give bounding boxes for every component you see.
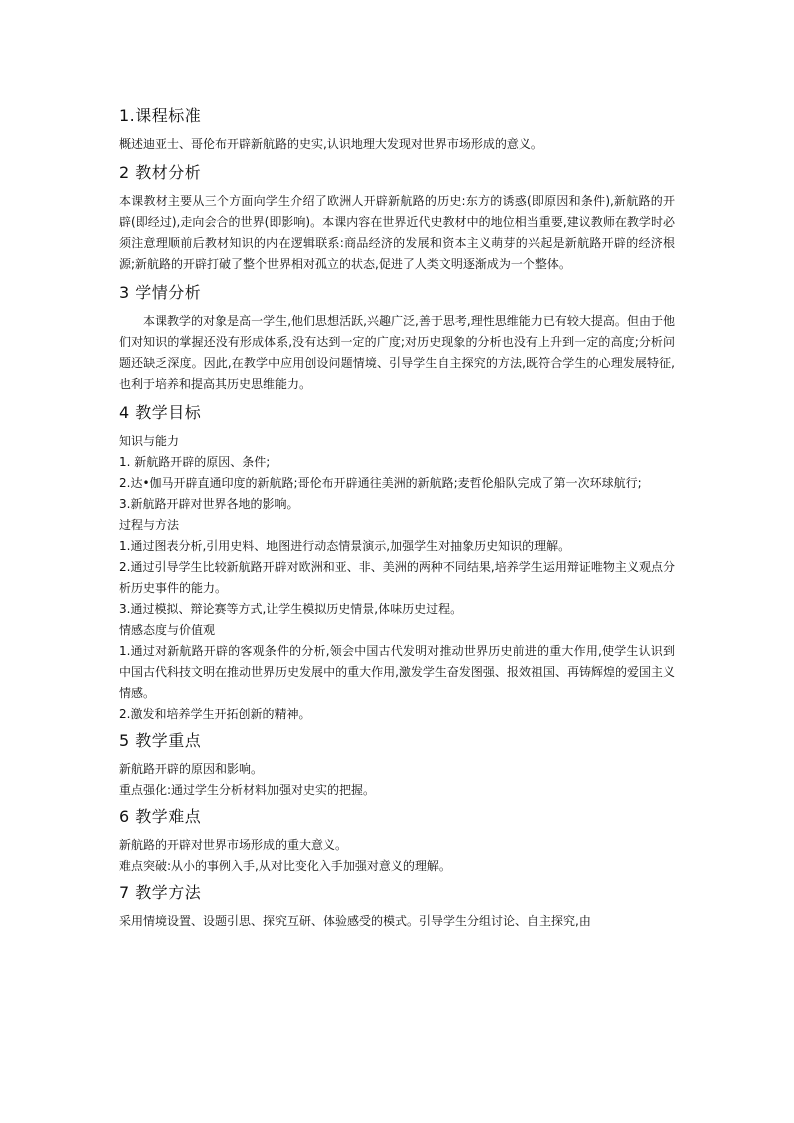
objective-group-title: 情感态度与价值观 bbox=[119, 623, 216, 637]
section-7-heading: 7 教学方法 bbox=[119, 883, 202, 902]
document-page bbox=[119, 104, 675, 938]
section-1-heading: 1.课程标准 bbox=[119, 106, 202, 125]
section-7-body: 采用情境设置、设题引思、探究互研、体验感受的模式。引导学生分组讨论、自主探究,由 bbox=[119, 914, 591, 928]
section-3-heading: 3 学情分析 bbox=[119, 283, 202, 302]
section-1-body: 概述迪亚士、哥伦布开辟新航路的史实,认识地理大发现对世界市场形成的意义。 bbox=[119, 137, 543, 151]
objective-group-title: 过程与方法 bbox=[119, 518, 180, 532]
section-2-body: 本课教材主要从三个方面向学生介绍了欧洲人开辟新航路的历史:东方的诱惑(即原因和条件),新航路的开辟(即经过),走向会合的世界(即影响)。本课内容在世界近代史教材中的地位相当重要,建议教师在教学时必须注意理顺前后教材知识的内在逻辑联系:商品经济的发展和资本主义萌芽的兴起是新航路开辟的经济根源;新航路的开辟打破了整个世界相对孤立的状态,促进了人类文明逐渐成为一个整体。 bbox=[119, 194, 675, 271]
section-3-body: 本课教学的对象是高一学生,他们思想活跃,兴趣广泛,善于思考,理性思维能力已有较大提高。但由于他们对知识的掌握还没有形成体系,没有达到一定的广度;对历史现象的分析也没有上升到一定的高度;分析问题还缺乏深度。因此,在教学中应用创设问题情境、引导学生自主探究的方法,既符合学生的心理发展特征,也利于培养和提高其历史思维能力。 bbox=[119, 314, 675, 391]
objective-item: 1.通过图表分析,引用史料、地图进行动态情景演示,加强学生对抽象历史知识的理解。 bbox=[119, 539, 571, 553]
difficulty-line: 难点突破:从小的事例入手,从对比变化入手加强对意义的理解。 bbox=[119, 859, 451, 873]
objective-item: 3.新航路开辟对世界各地的影响。 bbox=[119, 497, 299, 511]
key-point-line: 重点强化:通过学生分析材料加强对史实的把握。 bbox=[119, 783, 376, 797]
objective-item: 1. 新航路开辟的原因、条件; bbox=[119, 455, 271, 469]
objective-item: 2.通过引导学生比较新航路开辟对欧洲和亚、非、美洲的两种不同结果,培养学生运用辩证唯物主义观点分析历史事件的能力。 bbox=[119, 560, 675, 595]
objective-item: 1.通过对新航路开辟的客观条件的分析,领会中国古代发明对推动世界历史前进的重大作用,使学生认识到中国古代科技文明在推动世界历史发展中的重大作用,激发学生奋发图强、报效祖国、再铸辉煌的爱国主义情感。 bbox=[119, 644, 675, 700]
objective-group-title: 知识与能力 bbox=[119, 434, 180, 448]
section-2-heading: 2 教材分析 bbox=[119, 163, 202, 182]
objective-item: 3.通过模拟、辩论赛等方式,让学生模拟历史情景,体味历史过程。 bbox=[119, 602, 463, 616]
section-6-heading: 6 教学难点 bbox=[119, 807, 202, 826]
objectives-block bbox=[119, 431, 675, 725]
difficulty-line: 新航路的开辟对世界市场形成的重大意义。 bbox=[119, 838, 348, 852]
key-point-line: 新航路开辟的原因和影响。 bbox=[119, 762, 264, 776]
objective-item: 2.激发和培养学生开拓创新的精神。 bbox=[119, 707, 311, 721]
objective-item: 2.达•伽马开辟直通印度的新航路;哥伦布开辟通往美洲的新航路;麦哲伦船队完成了第一次环球航行; bbox=[119, 476, 642, 490]
section-5-heading: 5 教学重点 bbox=[119, 731, 202, 750]
section-4-heading: 4 教学目标 bbox=[119, 403, 202, 422]
